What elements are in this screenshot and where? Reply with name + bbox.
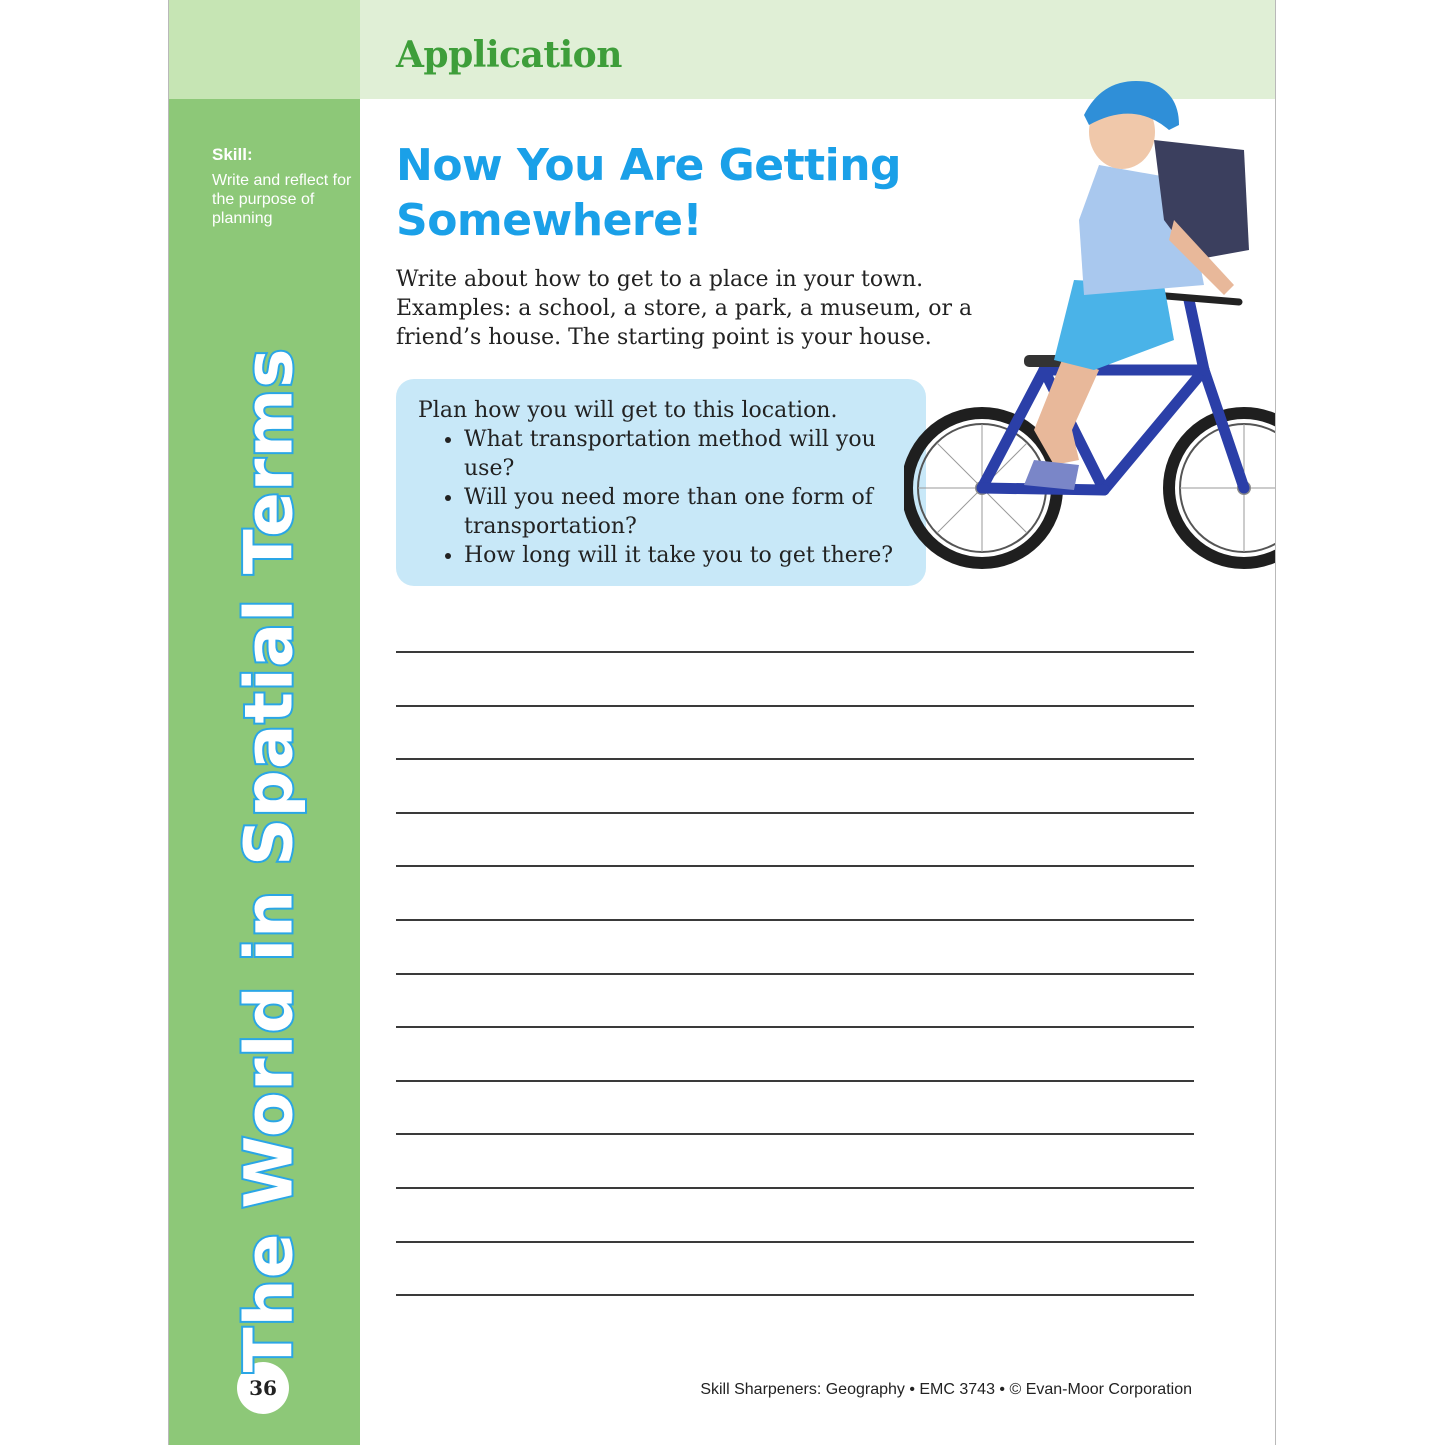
page-title: Now You Are Getting Somewhere! [396,140,902,246]
boy-on-bike-illustration [904,70,1276,590]
footer-credit: Skill Sharpeners: Geography • EMC 3743 • © Evan-Moor Corporation [700,1381,1192,1398]
writing-line[interactable] [396,1133,1194,1187]
writing-line[interactable] [396,973,1194,1027]
plan-box [396,379,926,586]
plan-list [418,425,926,570]
writing-line[interactable] [396,1187,1194,1241]
page-number: 36 [237,1362,289,1414]
plan-item: • What transportation method will you use? [464,425,926,483]
corner-block [169,0,360,99]
plan-lead: Plan how you will get to this location. [418,398,838,423]
writing-line[interactable] [396,812,1194,866]
writing-line[interactable] [396,651,1194,705]
unit-title: The World in Spatial Terms [230,347,308,1373]
instructions: Write about how to get to a place in your town. Examples: a school, a store, a park, a museum, or a friend’s house. The starting point is your house. [396,267,973,350]
writing-line[interactable] [396,1080,1194,1134]
skill-heading: Skill: [212,145,253,164]
rider [1024,81,1249,490]
section-label: Application [396,34,622,76]
writing-lines[interactable] [396,651,1194,1348]
writing-line[interactable] [396,705,1194,759]
writing-line[interactable] [396,865,1194,919]
plan-item: • How long will it take you to get there? [464,541,926,570]
writing-line[interactable] [396,1026,1194,1080]
plan-item: • Will you need more than one form of transportation? [464,483,926,541]
writing-line[interactable] [396,1241,1194,1295]
writing-line[interactable] [396,758,1194,812]
writing-line[interactable] [396,919,1194,973]
writing-line[interactable] [396,1294,1194,1348]
skill-description: Write and reflect for the purpose of planning [212,172,352,227]
worksheet-page [168,0,1276,1445]
